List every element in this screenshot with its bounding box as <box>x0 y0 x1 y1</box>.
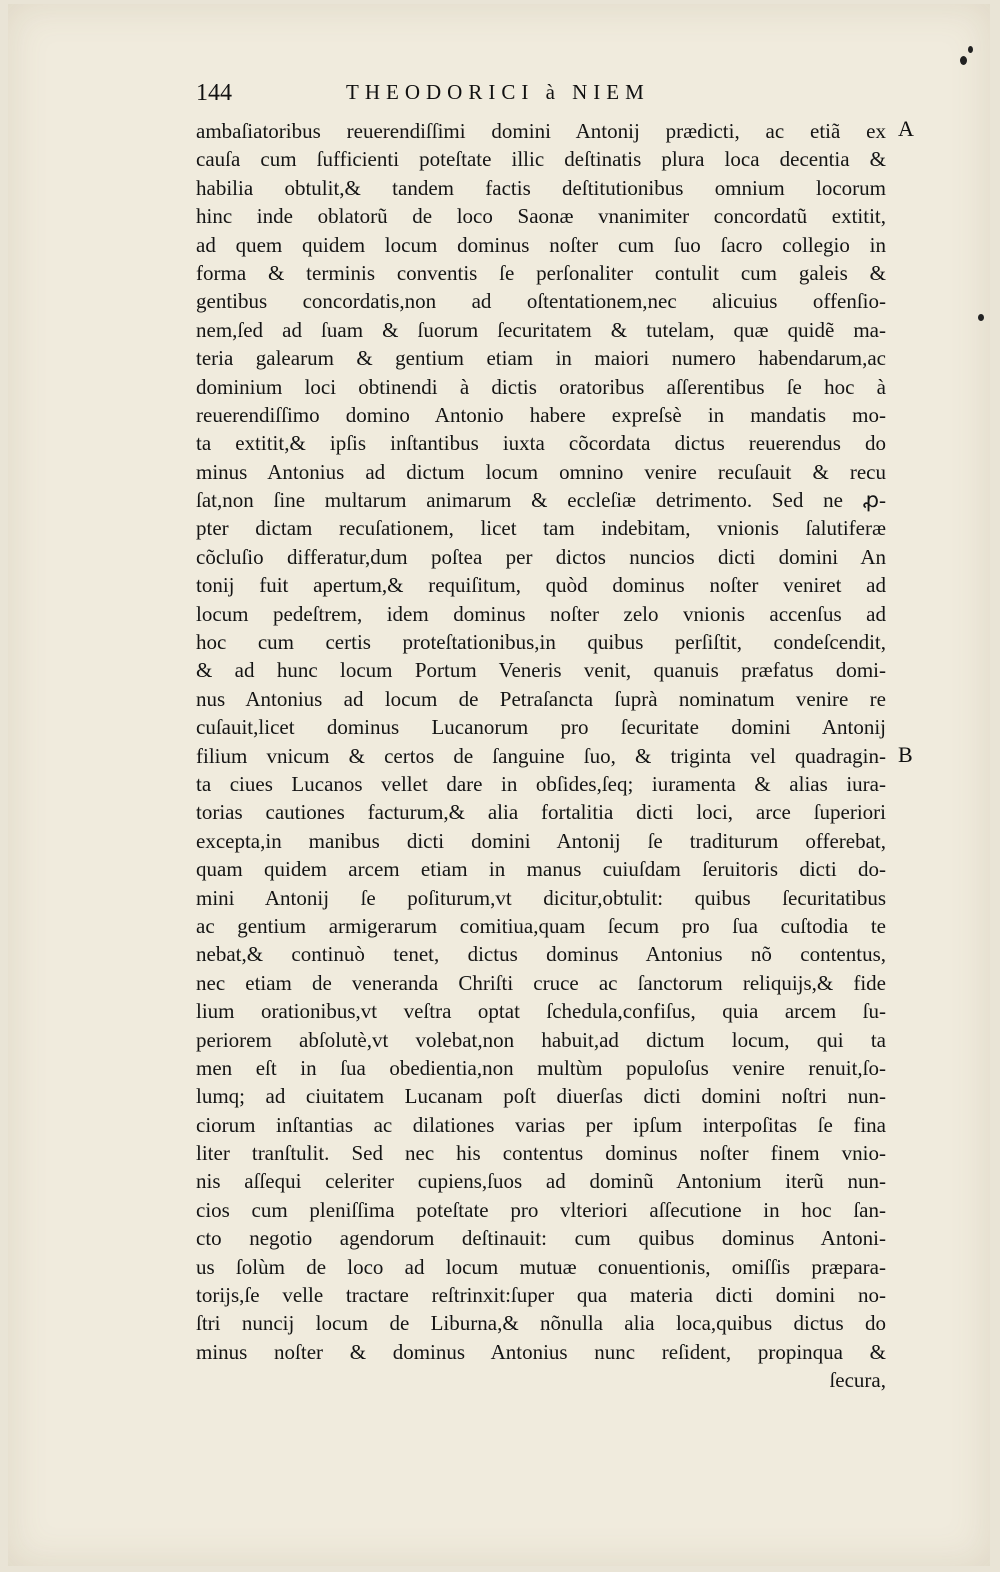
text-line: tonij fuit apertum,& requiſitum, quòd dominus noſter veniret ad <box>196 573 886 598</box>
text-line: hoc cum certis proteſtationibus,in quibus perſiſtit, condeſcendit, <box>196 630 886 655</box>
text-line: pter dictam recuſationem, licet tam indebitam, vnionis ſalutiferæ <box>196 516 886 541</box>
text-line: lumq; ad ciuitatem Lucanam poſt diuerſas dicti domini noſtri nun- <box>196 1084 886 1109</box>
text-line: cõcluſio differatur,dum poſtea per dictos nuncios dicti domini An <box>196 544 886 569</box>
text-line: torias cautiones facturum,& alia fortalitia dicti loci, arce ſuperiori <box>196 800 886 825</box>
text-line: ac gentium armigerarum comitiua,quam ſecum pro ſua cuſtodia te <box>196 913 886 938</box>
text-line: mini Antonij ſe poſiturum,vt dicitur,obtulit: quibus ſecuritatibus <box>196 885 886 910</box>
text-line: ſtri nuncij locum de Liburna,& nõnulla alia loca,quibus dictus do <box>196 1311 886 1336</box>
text-line: cios cum pleniſſima poteſtate pro vlteriori aſſecutione in hoc ſan- <box>196 1197 886 1222</box>
text-line: cauſa cum ſufficienti poteſtate illic deſtinatis plura loca decentia & <box>196 147 886 172</box>
text-line: minus Antonius ad dictum locum omnino venire recuſauit & recu <box>196 459 886 484</box>
margin-letter-b: B <box>898 742 913 767</box>
margin-letter-a: A <box>898 116 914 141</box>
text-line: nec etiam de veneranda Chriſti cruce ac ſanctorum reliquijs,& fide <box>196 970 886 995</box>
text-line: us ſolùm de loco ad locum mutuæ conuentionis, omiſſis præpara- <box>196 1254 886 1279</box>
text-line: nem,ſed ad ſuam & ſuorum ſecuritatem & tutelam, quæ quidẽ ma- <box>196 317 886 342</box>
text-line: ſat,non ſine multarum animarum & eccleſiæ detrimento. Sed ne ꝓ- <box>196 488 886 513</box>
running-title: THEODORICI à NIEM <box>346 80 650 104</box>
text-line: cuſauit,licet dominus Lucanorum pro ſecuritate domini Antonij <box>196 715 886 740</box>
text-line: periorem abſolutè,vt volebat,non habuit,ad dictum locum, qui ta <box>196 1027 886 1052</box>
text-line: & ad hunc locum Portum Veneris venit, quanuis præfatus domi- <box>196 658 886 683</box>
text-line: lium orationibus,vt veſtra optat ſchedula,confiſus, quia arcem ſu- <box>196 999 886 1024</box>
ink-speck <box>960 56 967 65</box>
text-line: ſecura, <box>829 1368 886 1393</box>
text-line: liter tranſtulit. Sed nec his contentus dominus noſter finem vnio- <box>196 1141 886 1166</box>
page-number: 144 <box>196 80 232 106</box>
text-line: filium vnicum & certos de ſanguine ſuo, & triginta vel quadragin- <box>196 743 886 768</box>
text-line: hinc inde oblatorũ de loco Saonæ vnanimiter concordatũ extitit, <box>196 204 886 229</box>
text-line: ciorum inſtantias ac dilationes varias per ipſum interpoſitas ſe fina <box>196 1112 886 1137</box>
text-line: forma & terminis conventis ſe perſonaliter contulit cum galeis & <box>196 260 886 285</box>
ink-speck <box>968 46 973 53</box>
text-line: excepta,in manibus dicti domini Antonij ſe traditurum offerebat, <box>196 828 886 853</box>
text-line: reuerendiſſimo domino Antonio habere expreſsè in mandatis mo- <box>196 402 886 427</box>
body-text <box>196 117 886 1395</box>
text-line: ta extitit,& ipſis inſtantibus iuxta cõcordata dictus reuerendus do <box>196 431 886 456</box>
text-line: torijs,ſe velle tractare reſtrinxit:ſuper qua materia dicti domini no- <box>196 1283 886 1308</box>
text-line: quam quidem arcem etiam in manus cuiuſdam ſeruitoris dicti do- <box>196 857 886 882</box>
text-line: locum pedeſtrem, idem dominus noſter zelo vnionis accenſus ad <box>196 601 886 626</box>
text-line: nebat,& continuò tenet, dictus dominus Antonius nõ contentus, <box>196 942 886 967</box>
text-line: cto negotio agendorum deſtinauit: cum quibus dominus Antoni- <box>196 1226 886 1251</box>
text-line: teria galearum & gentium etiam in maiori numero habendarum,ac <box>196 346 886 371</box>
text-line: dominium loci obtinendi à dictis oratoribus aſſerentibus ſe hoc à <box>196 374 886 399</box>
text-line: ta ciues Lucanos vellet dare in obſides,ſeq; iuramenta & alias iura- <box>196 771 886 796</box>
text-line: ambaſiatoribus reuerendiſſimi domini Antonij prædicti, ac etiã ex <box>196 119 886 143</box>
text-line: nus Antonius ad locum de Petraſancta ſuprà nominatum venire re <box>196 686 886 711</box>
text-line: minus noſter & dominus Antonius nunc reſident, propinqua & <box>196 1339 886 1364</box>
page-header <box>196 80 776 110</box>
text-line: nis aſſequi celeriter cupiens,ſuos ad dominũ Antonium iterũ nun- <box>196 1169 886 1194</box>
text-line: men eſt in ſua obedientia,non multùm populoſus venire renuit,ſo- <box>196 1055 886 1080</box>
ink-speck <box>978 314 984 321</box>
text-line: habilia obtulit,& tandem factis deſtitutionibus omnium locorum <box>196 175 886 200</box>
text-line: ad quem quidem locum dominus noſter cum ſuo ſacro collegio in <box>196 232 886 257</box>
text-line: gentibus concordatis,non ad oſtentationem,nec alicuius offenſio- <box>196 289 886 314</box>
